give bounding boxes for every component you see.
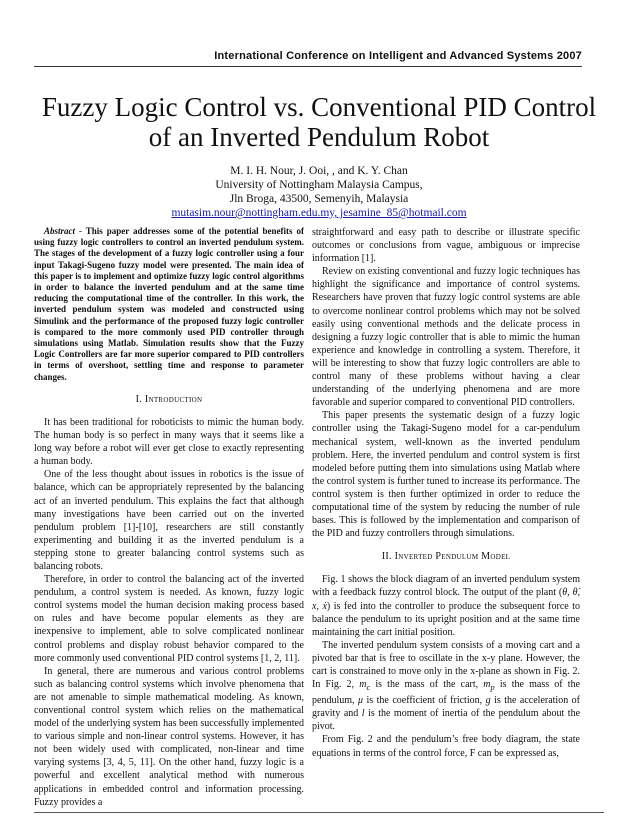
intro-paragraph-1: It has been traditional for roboticists to mimic the human body. The human body is so perfect in many ways that it seems like a long way before a robot will ever get close to exactly representing a human body. xyxy=(34,416,304,468)
model-paragraph-1 xyxy=(312,573,580,638)
title-line-1: Fuzzy Logic Control vs. Conventional PID Control xyxy=(41,92,597,122)
abstract-body: This paper addresses some of the potential benefits of using fuzzy logic controllers to control an inverted pendulum system. The stages of the development of a fuzzy logic controller using a four input Takagi-Sugeno fuzzy model were presented. The main idea of this paper is to implement and optimize fuzzy logic control algorithms in order to balance the inverted pendulum and at the same time reducing the computational time of the controller. In this work, the inverted pendulum system was modeled and constructed using Simulink and the performance of the proposed fuzzy logic controller is compared to the more commonly used PID controller through simulations using Matlab. Simulation results show that the Fuzzy Logic Controllers are far more superior compared to PID controllers in terms of overshoot, settling time and response to parameter changes. xyxy=(34,226,304,382)
section-title: Introduction xyxy=(144,393,203,405)
intro-paragraph-3: Therefore, in order to control the balancing act of the inverted pendulum, a control system is needed. As known, fuzzy logic control systems model the human decision making process based on rules and have become popular elements as they are inexpensive to implement, able to solve complicated nonlinear control problems and display robust behavior compared to the more commonly used conventional PID control systems [1, 2, 11]. xyxy=(34,574,304,664)
intro-paragraph-7: This paper presents the systematic design of a fuzzy logic controller using the Takagi-Sugeno model for a car-pendulum mechanical system, well-known as the inverted pendulum problem. Here, the inverted pendulum and control system is first modeled before putting them into simulations using Matlab where the control system is further tuned to increase its performance. The control system is then further optimized in order to reduce the computational time of the system by reducing the number of rule bases. This is followed by the implementation and comparison of the PID and fuzzy controllers through simulations. xyxy=(312,410,580,540)
intro-paragraph-5: straightforward and easy path to describe or illustrate specific outcomes or conclusions from vague, ambiguous or imprecise information [1]. xyxy=(312,227,580,265)
address: Jln Broga, 43500, Semenyih, Malaysia xyxy=(229,193,409,205)
section-title: Inverted Pendulum Model xyxy=(394,551,511,563)
text-span: ) is fed into the controller to produce the subsequent force to balance the pendulum to its upright position and at the same time maintaining the cart initial position. xyxy=(312,600,580,638)
right-column xyxy=(312,226,580,760)
text-span: is the mass of the cart, xyxy=(370,679,484,691)
text-span: The inverted pendulum system consists of a moving cart and a pivoted bar that is free to oscillate in the x-y plane. However, the cart is constrained to move only in the x-plane as shown in Fig. 2. In Fig. 2, xyxy=(312,639,580,691)
section-number: I. xyxy=(135,393,143,405)
intro-paragraph-6: Review on existing conventional and fuzzy logic techniques has highlight the significance and importance of control systems. Researchers have proven that fuzzy logic control systems are able to overcome nonlinear control problems which may not be solved easily using conventional methods and the delicate process in designing a fuzzy logic controller that is able to mimic the human experience and knowledge in controlling a system. Therefore, it will be interesting to show that fuzzy logic controllers are able to control many of these problems without having a clear understanding of the underlying phenomena and are more favorable and superior compared to conventional PID controllers. xyxy=(312,266,580,409)
text-span: is the moment of inertia of the pendulum about the pivot. xyxy=(312,708,581,733)
text-span: is the coefficient of friction, xyxy=(363,695,486,707)
section-heading-model xyxy=(312,550,580,563)
abstract-lead: Abstract - xyxy=(44,226,82,236)
text-span: Fig. 1 shows the block diagram of an inverted pendulum system with a feedback fuzzy control block. The output of the plant ( xyxy=(312,574,580,599)
intro-paragraph-2: One of the less thought about issues in robotics is the issue of balance, which can be appropriately represented by the balancing act of an inverted pendulum. This explains the fact that although many investigations have been carried out on the inverted pendulum problem [1]-[10], researchers are still constantly experimenting and building it as the inverted pendulum is a stepping stone to greater balancing control systems such as balancing robots. xyxy=(34,469,304,572)
intro-paragraph-4: In general, there are numerous and various control problems such as balancing control systems which involve phenomena that are not amenable to simple mathematical modeling. As known, conventional control system which relies on the mathematical model of the underlying system has been successfully implemented to various simple and non-linear control systems. However, it has not been widely used with complicated, non-linear and time varying systems [3, 4, 5, 11]. On the other hand, fuzzy logic is a powerful and excellent analytical method with numerous applications in embedded control and information processing. Fuzzy provides a xyxy=(34,665,304,808)
author-names: M. I. H. Nour, J. Ooi, , and K. Y. Chan xyxy=(230,165,408,177)
left-column xyxy=(34,226,304,809)
symbol-mp xyxy=(483,679,495,693)
text-span: is the acceleration of gravity and xyxy=(312,695,581,720)
symbol-l: l xyxy=(361,708,365,720)
symbol-subscript: p xyxy=(490,683,495,693)
text-span: is the mass of the pendulum, xyxy=(312,679,581,707)
affiliation: University of Nottingham Malaysia Campus, xyxy=(215,179,423,191)
author-block xyxy=(34,164,604,220)
symbol-mu: μ xyxy=(357,695,364,707)
abstract xyxy=(34,226,304,383)
header-rule xyxy=(34,66,582,67)
section-number: II. xyxy=(381,551,392,563)
symbol-base: m xyxy=(359,679,367,691)
section-heading-introduction xyxy=(34,393,304,406)
conference-header: International Conference on Intelligent and Advanced Systems 2007 xyxy=(214,50,582,62)
model-paragraph-2 xyxy=(312,639,580,734)
symbol-base: m xyxy=(483,679,491,691)
symbol-g: g xyxy=(485,695,491,707)
footer-rule xyxy=(34,812,604,813)
title-line-2: of an Inverted Pendulum Robot xyxy=(148,122,490,152)
author-emails[interactable]: mutasim.nour@nottingham.edu.my, jesamine_85@hotmail.com xyxy=(171,207,467,219)
paper-title xyxy=(34,92,604,152)
state-vector: θ, θ̇, x, ẋ xyxy=(312,587,580,612)
symbol-subscript: c xyxy=(366,683,371,693)
model-paragraph-3: From Fig. 2 and the pendulum’s free body diagram, the state equations in terms of the control force, F can be expressed as, xyxy=(312,734,580,759)
symbol-mc xyxy=(359,679,371,693)
